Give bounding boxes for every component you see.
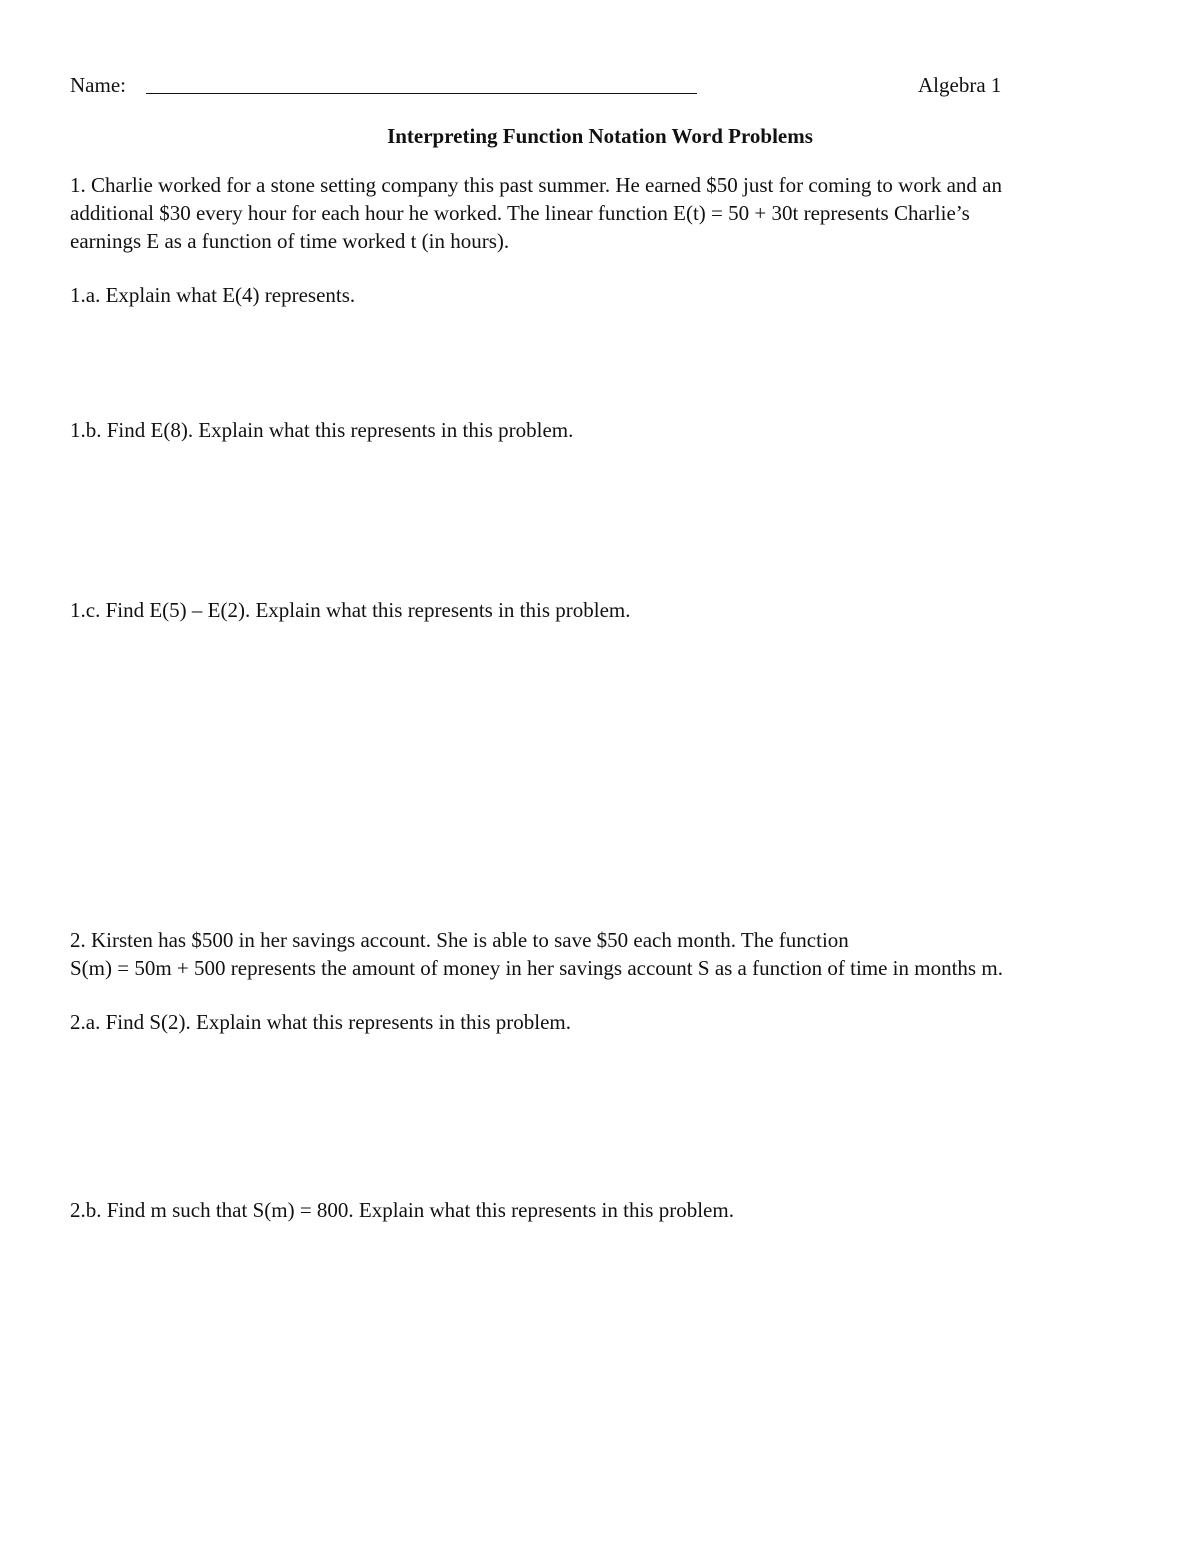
worksheet-title: Interpreting Function Notation Word Problems xyxy=(387,124,813,148)
problem-2-text-line-1: 2. Kirsten has $500 in her savings account. She is able to save $50 each month. The function xyxy=(70,928,849,952)
question-1a: 1.a. Explain what E(4) represents. xyxy=(70,283,356,307)
question-2a: 2.a. Find S(2). Explain what this represents in this problem. xyxy=(70,1010,572,1034)
course-label: Algebra 1 xyxy=(918,73,1002,97)
question-1b: 1.b. Find E(8). Explain what this represents in this problem. xyxy=(70,418,574,442)
name-blank-line[interactable] xyxy=(146,93,697,94)
problem-1-text-line-3: earnings E as a function of time worked t (in hours). xyxy=(70,229,510,253)
problem-2-text-line-2: S(m) = 50m + 500 represents the amount of money in her savings account S as a function of time in months m. xyxy=(70,956,1003,980)
name-label: Name: xyxy=(70,73,126,97)
problem-1-text-line-2: additional $30 every hour for each hour he worked. The linear function E(t) = 50 + 30t represents Charlie’s xyxy=(70,201,970,225)
problem-1-text-line-1: 1. Charlie worked for a stone setting company this past summer. He earned $50 just for coming to work and an xyxy=(70,173,1002,197)
question-2b: 2.b. Find m such that S(m) = 800. Explain what this represents in this problem. xyxy=(70,1198,734,1222)
question-1c: 1.c. Find E(5) – E(2). Explain what this represents in this problem. xyxy=(70,598,631,622)
